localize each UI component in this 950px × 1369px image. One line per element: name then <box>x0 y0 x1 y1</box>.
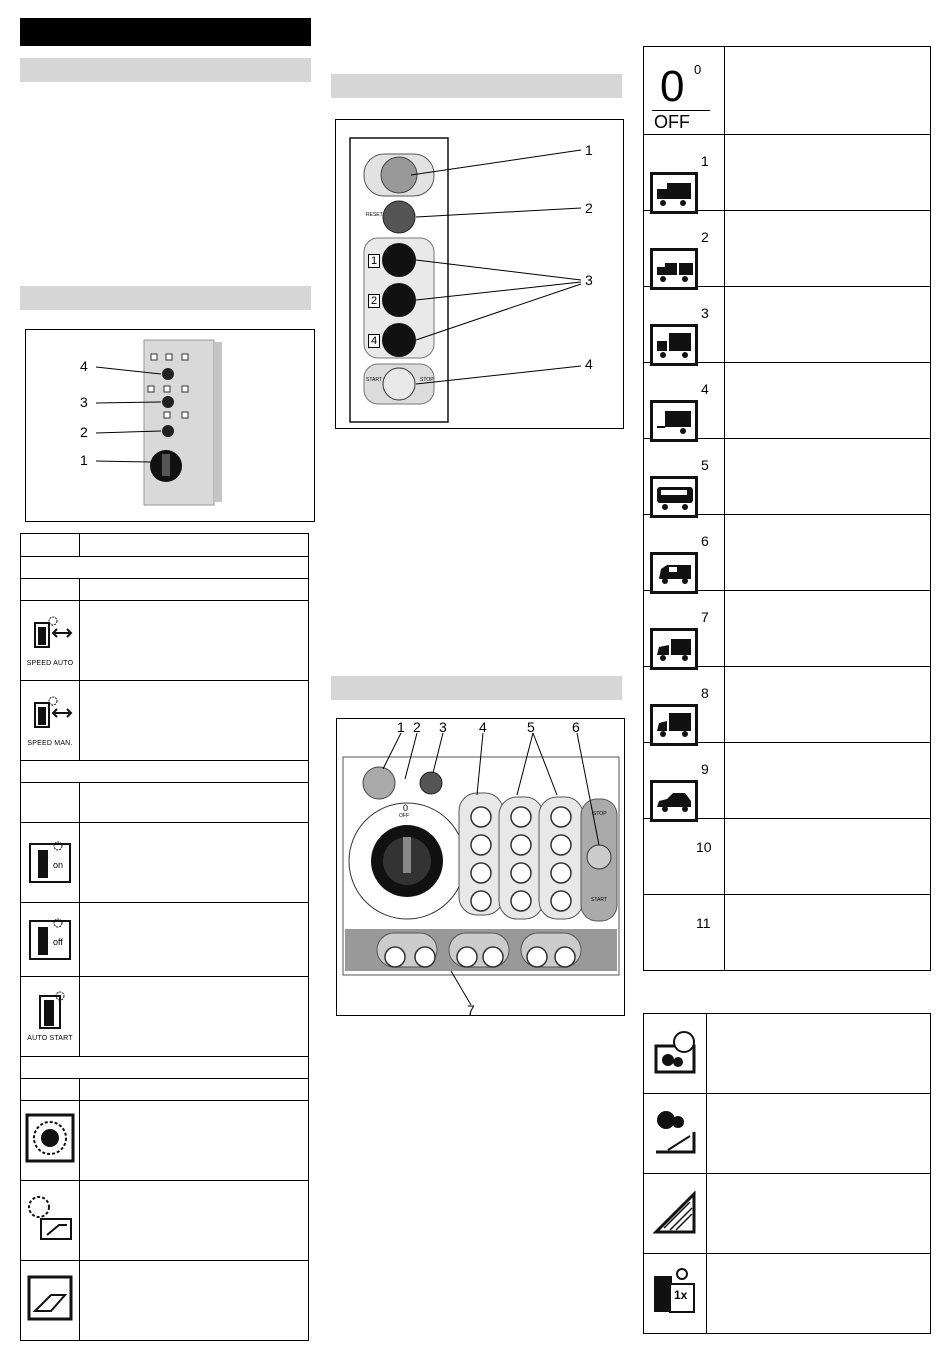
callout-2: 2 <box>80 424 88 440</box>
program-table <box>643 46 931 971</box>
control-box-drawing <box>26 330 314 521</box>
selector-1-label: 1 <box>368 254 380 268</box>
brush-spray-icon <box>650 1106 700 1161</box>
callout-3: 3 <box>585 272 593 288</box>
callout-1: 1 <box>80 452 88 468</box>
car-icon <box>650 780 698 822</box>
speed-auto-icon <box>25 611 75 667</box>
reset-label: RESET <box>366 212 383 218</box>
section-header-bar <box>20 18 311 46</box>
subsection-bar-4 <box>331 676 622 700</box>
callout-3: 3 <box>80 394 88 410</box>
callout-1: 1 <box>585 142 593 158</box>
operating-panel-figure <box>336 718 625 1016</box>
dial-off-label: OFF <box>399 813 409 819</box>
operating-panel-drawing <box>337 719 624 1015</box>
start-label: START <box>591 897 607 903</box>
row-3: 3 <box>701 305 709 321</box>
selector-2-label: 2 <box>368 294 380 308</box>
dial-zero-label: 0 <box>403 803 409 813</box>
callout-2: 2 <box>413 719 421 735</box>
tractor-trailer-icon <box>650 324 698 366</box>
wash-brush-icon <box>650 1026 700 1081</box>
auto-start-label: AUTO START <box>27 1035 73 1042</box>
stop-label: STOP <box>420 377 434 383</box>
callout-6: 6 <box>572 719 580 735</box>
subsection-bar-2 <box>20 286 311 310</box>
mode-table <box>20 533 309 1341</box>
row-11: 11 <box>696 915 711 931</box>
callout-7: 7 <box>467 1002 475 1018</box>
spray-icon <box>650 1186 700 1241</box>
row-10: 10 <box>696 839 712 855</box>
callout-2: 2 <box>585 200 593 216</box>
off-label: OFF <box>654 111 690 132</box>
speed-man-label: SPEED MAN. <box>27 740 73 747</box>
callout-3: 3 <box>439 719 447 735</box>
on-icon <box>26 836 74 889</box>
bus-icon <box>650 476 698 518</box>
on-label: on <box>53 860 64 870</box>
off-icon <box>26 913 74 966</box>
row-1: 1 <box>701 153 709 169</box>
auto-start-icon <box>26 988 74 1042</box>
box-truck-icon <box>650 704 698 746</box>
callout-4: 4 <box>80 358 88 374</box>
row-9: 9 <box>701 761 709 777</box>
row-4: 4 <box>701 381 709 397</box>
subsection-bar-3 <box>331 74 622 98</box>
row-5: 5 <box>701 457 709 473</box>
control-box-figure <box>25 329 315 522</box>
row-7: 7 <box>701 609 709 625</box>
speed-man-icon <box>25 691 75 747</box>
brush-wheel-icon <box>25 1113 75 1168</box>
truck-trailer-icon <box>650 248 698 290</box>
off-zero: 0 <box>660 61 685 111</box>
callout-1: 1 <box>397 719 405 735</box>
selector-4-label: 4 <box>368 334 380 348</box>
brush-drying-icon <box>25 1193 75 1248</box>
off-superscript: 0 <box>694 61 702 77</box>
trailer-icon <box>650 400 698 442</box>
callout-4: 4 <box>585 356 593 372</box>
drying-icon <box>25 1273 75 1328</box>
row-8: 8 <box>701 685 709 701</box>
single-wash-icon <box>650 1266 700 1321</box>
subsection-bar-1 <box>20 58 311 82</box>
button-panel-figure <box>335 119 624 429</box>
function-table <box>643 1013 931 1334</box>
row-6: 6 <box>701 533 709 549</box>
stop-label: STOP <box>593 811 607 817</box>
callout-5: 5 <box>527 719 535 735</box>
off-label: off <box>53 937 63 947</box>
light-truck-icon <box>650 628 698 670</box>
onex-label: 1x <box>674 1288 688 1302</box>
truck-icon <box>650 172 698 214</box>
callout-4: 4 <box>479 719 487 735</box>
van-icon <box>650 552 698 594</box>
speed-auto-label: SPEED AUTO <box>26 660 74 667</box>
start-label: START <box>366 377 382 383</box>
off-program-icon <box>644 48 724 134</box>
row-2: 2 <box>701 229 709 245</box>
